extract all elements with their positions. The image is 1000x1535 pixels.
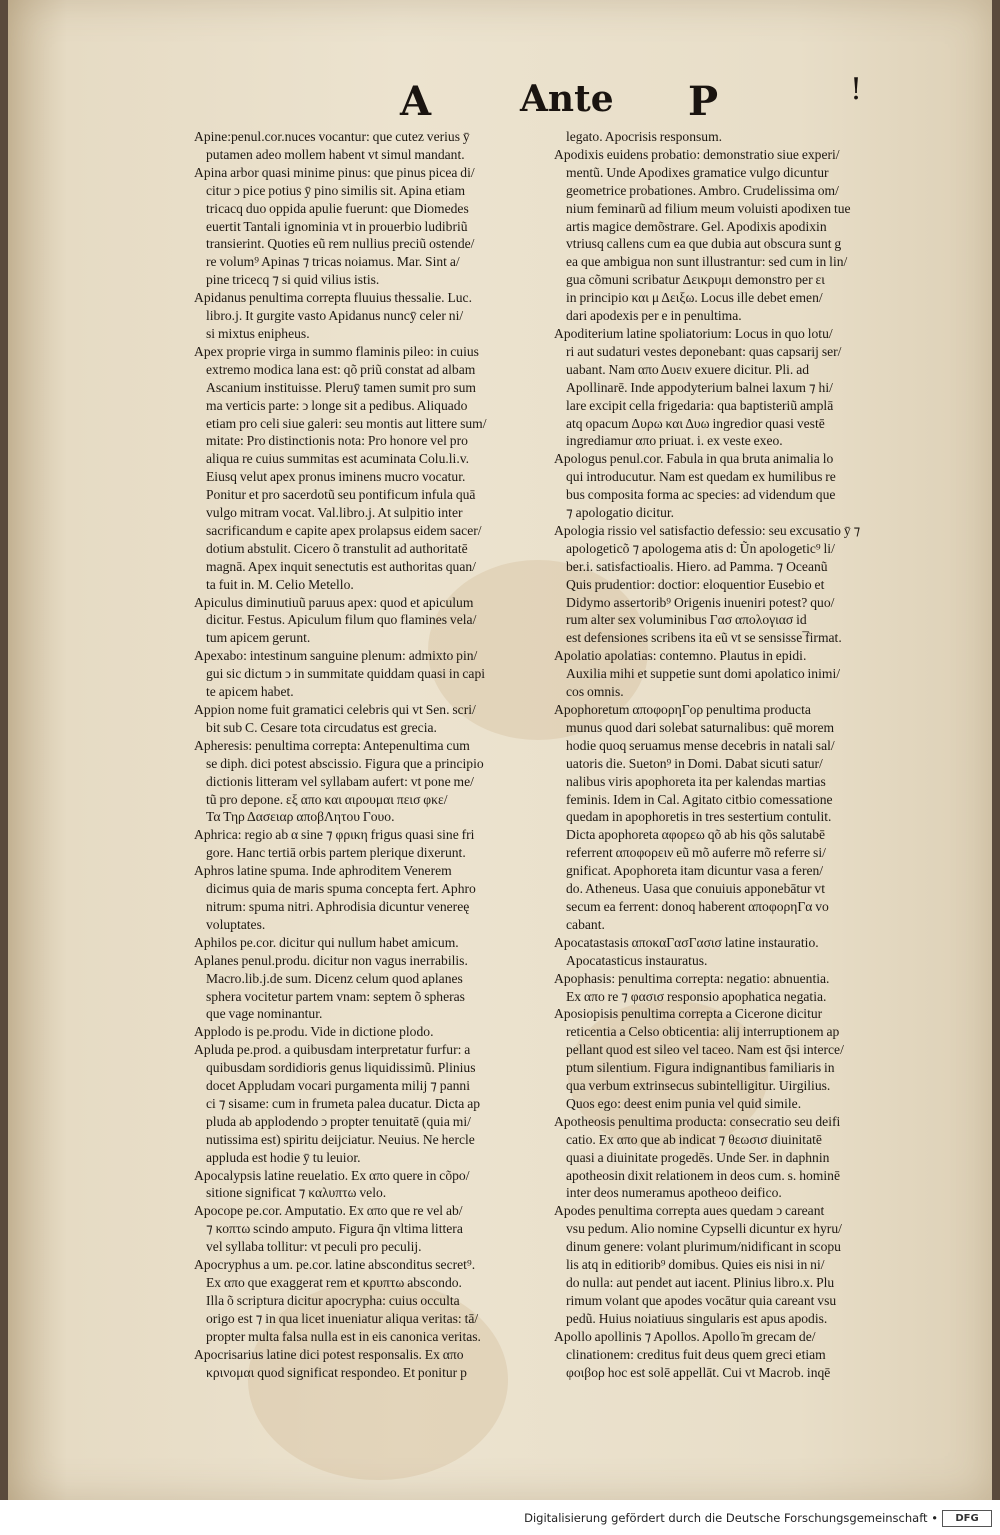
text-line: reticentia a Celso obticentia: alij interruptionem ap bbox=[566, 1024, 840, 1040]
text-line: extremo modica lana est: qõ priũ constat ad albam bbox=[206, 361, 476, 377]
text-line: bus composita forma ac species: ad videndum que bbox=[566, 487, 836, 503]
text-line: mentũ. Unde Apodixes gramatice vulgo dicuntur bbox=[566, 164, 829, 180]
text-line: ma verticis parte: ↄ longe sit a pedibus. Aliquado bbox=[206, 397, 468, 413]
text-line: Ascanium instituisse. Pleruȳ tamen sumit pro sum bbox=[206, 379, 476, 395]
text-line: euertit Tantali ignominia vt in prouerbio ludibriũ bbox=[206, 218, 468, 234]
text-line: dinum genere: volant plurimum/nidificant in scopu bbox=[566, 1239, 841, 1255]
text-line: est defensiones scribens ita eũ vt se sensisse ̅firmat. bbox=[566, 630, 842, 646]
text-line: rimum volant que apodes vocātur quia careant vsu bbox=[566, 1292, 837, 1308]
entry-headword-line: Apologus penul.cor. Fabula in qua bruta animalia lo bbox=[554, 451, 834, 467]
text-line: vsu pedum. Alio nomine Cypselli dicuntur ex hyru/ bbox=[566, 1221, 842, 1237]
text-line: do nulla: aut pendet aut iacent. Plinius libro.x. Plu bbox=[566, 1275, 835, 1290]
text-line: quasi a diuinitate progedēs. Unde Ser. in daphnin bbox=[566, 1149, 830, 1165]
text-line: κρινομαι quod significat respondeo. Et ponitur p bbox=[206, 1364, 467, 1380]
text-line: clinationem: creditus fuit deus quem greci etiam bbox=[566, 1346, 826, 1362]
text-line: geometrice probationes. Ambro. Crudelissima om/ bbox=[566, 182, 839, 198]
text-line: referrent αποφορειν eũ mõ auferre mõ referre si/ bbox=[566, 845, 826, 861]
text-line: artis magice demõstrare. Gel. Apodixis apodixin bbox=[566, 218, 827, 234]
text-line: ingrediamur απο priuat. i. ex veste exeo. bbox=[566, 433, 783, 449]
entry-headword-line: Applodo is pe.produ. Vide in dictione plodo. bbox=[194, 1024, 434, 1040]
entry-headword-line: Apodixis euidens probatio: demonstratio siue experi/ bbox=[554, 146, 840, 162]
text-line: munus quod dari solebat saturnalibus: quē morem bbox=[566, 719, 835, 735]
text-line: aliqua re cuius summitas est acuminata Colu.li.v. bbox=[206, 451, 470, 467]
text-line: cabant. bbox=[566, 916, 605, 932]
text-line: apotheosin dixit relationem in deos cum. s. hominē bbox=[566, 1167, 840, 1183]
text-line: Macro.lib.j.de sum. Dicenz celum quod aplanes bbox=[206, 970, 463, 986]
text-line: Illa õ scriptura dicitur apocrypha: cuius occulta bbox=[206, 1292, 460, 1308]
text-line: sacrificandum e capite apex prolapsus eidem sacer/ bbox=[206, 522, 482, 538]
text-line: uatoris die. Sueton⁹ in Domi. Dabat sicuti satur/ bbox=[566, 755, 823, 771]
book-page bbox=[8, 0, 992, 1500]
text-line: citur ↄ pice potius ȳ pino similis sit. Apina etiam bbox=[206, 182, 466, 198]
entry-headword-line: Aposiopisis penultima correpta a Cicerone dicitur bbox=[554, 1006, 823, 1022]
text-line: tũ pro depone. εξ απο και αιρουμαι πεισ φκε/ bbox=[206, 791, 448, 807]
text-line: Ex απο que exaggerat rem et κρυπτω abscondo. bbox=[206, 1275, 462, 1290]
text-column-left bbox=[194, 128, 564, 1381]
text-line: Quos ego: deest enim punia vel quid simile. bbox=[566, 1095, 802, 1111]
text-line: magnā. Apex inquit senectutis est authoritas quan/ bbox=[206, 558, 476, 574]
text-line: que vage nominantur. bbox=[206, 1006, 323, 1022]
text-line: inter deos numeramus apotheoo deifico. bbox=[566, 1185, 782, 1201]
text-line: vel syllaba tollitur: vt peculi pro peculij. bbox=[206, 1239, 422, 1255]
text-line: nium feminarũ ad filium meum voluisti apodixen tue bbox=[566, 200, 851, 216]
entry-headword-line: Apotheosis penultima producta: consecratio seu deifi bbox=[554, 1113, 841, 1129]
text-column-right bbox=[554, 128, 924, 1381]
text-line: re volum⁹ Apinas ⁊ tricas noiamus. Mar. Sint a/ bbox=[206, 254, 460, 270]
text-line: gore. Hanc tertiā orbis partem plerique dixerunt. bbox=[206, 845, 466, 861]
entry-headword-line: Apocryphus a um. pe.cor. latine absconditus secret⁹. bbox=[194, 1257, 476, 1273]
text-line: Eiusq velut apex pronus iminens mucro vocatur. bbox=[206, 469, 466, 485]
text-line: ber.i. satisfactioalis. Hiero. ad Pamma. ⁊ Oceanũ bbox=[566, 558, 828, 574]
handwritten-mark: ! bbox=[850, 72, 863, 107]
text-line: qui introducutur. Nam est quedam ex humilibus re bbox=[566, 469, 836, 485]
text-line: dictionis litteram vel syllabam aufert: vt pone me/ bbox=[206, 773, 474, 789]
entry-headword-line: Apocalypsis latine reuelatio. Ex απο quere in cõpo/ bbox=[194, 1167, 470, 1183]
entry-headword-line: Apocope pe.cor. Amputatio. Ex απο que re vel ab/ bbox=[194, 1203, 463, 1219]
text-line: tum apicem gerunt. bbox=[206, 630, 311, 646]
text-line: do. Atheneus. Uasa que conuiuis apponebātur vt bbox=[566, 881, 825, 897]
text-line: atq opacum Δυρω και Δυω ingredior quasi vestē bbox=[566, 415, 825, 431]
text-line: origo est ⁊ in qua licet inueniatur aliqua veritas: tā/ bbox=[206, 1310, 479, 1326]
entry-headword-line: Apex proprie virga in summo flaminis pileo: in cuius bbox=[194, 343, 479, 359]
entry-headword-line: Apexabo: intestinum sanguine plenum: admixto pin/ bbox=[194, 648, 478, 664]
text-line: Auxilia mihi et suppetie sunt domi apolatico inimi/ bbox=[566, 666, 841, 682]
text-line: gua cõmuni scribatur Δεικρυμι demonstro per ει bbox=[566, 272, 825, 288]
text-line: hodie quoq seruamus mense decebris in natali sal/ bbox=[566, 737, 835, 753]
text-line: putamen adeo mollem habent vt simul mandant. bbox=[206, 146, 465, 162]
entry-headword-line: Aphilos pe.cor. dicitur qui nullum habet amicum. bbox=[194, 934, 459, 950]
text-line: propter multa falsa nulla est in eis canonica veritas. bbox=[206, 1328, 481, 1344]
text-line: ci ⁊ sisame: cum in frumeta palea ducatur. Dicta ap bbox=[206, 1095, 481, 1111]
text-line: Τα Τηρ Δασειαρ αποβΛητου Γουο. bbox=[206, 809, 395, 825]
text-line: rum alter sex voluminibus Γασ απολογιασ id bbox=[566, 612, 807, 628]
text-line: gui sic dictum ↄ in summitate quiddam quasi in capi bbox=[206, 666, 486, 682]
text-line: vulgo mitram vocat. Val.libro.j. At sulpitio inter bbox=[206, 505, 463, 521]
text-line: ptum silentium. Figura indignantibus familiaris in bbox=[566, 1060, 835, 1076]
text-line: vtriusq callens cum ea que dubia aut obscura sunt g bbox=[566, 236, 842, 252]
text-line: φοιβορ hoc est solē appellāt. Cui vt Macrob. inqē bbox=[566, 1364, 831, 1380]
text-line: cos omnis. bbox=[566, 684, 624, 700]
text-line: se diph. dici potest abscissio. Figura que a principio bbox=[206, 755, 484, 771]
text-line: legato. Apocrisis responsum. bbox=[566, 129, 723, 144]
text-line: ⁊ apologatio dicitur. bbox=[566, 505, 675, 521]
text-line: lis atq in editiorib⁹ domibus. Quies eis nisi in ni/ bbox=[566, 1257, 825, 1273]
text-line: sitione significat ⁊ καλυπτω velo. bbox=[206, 1185, 387, 1201]
text-line: ta fuit in. M. Celio Metello. bbox=[206, 576, 354, 592]
text-line: ri aut sudaturi vestes deponebant: quas capsarij ser/ bbox=[566, 343, 842, 359]
text-line: Apocatasticus instauratus. bbox=[566, 952, 708, 968]
text-line: in principio και μ Δειξω. Locus ille debet emen/ bbox=[566, 290, 823, 306]
entry-headword-line: Apiculus diminutiuũ paruus apex: quod et apiculum bbox=[194, 594, 474, 610]
text-line: feminis. Idem in Cal. Agitato citbio comessatione bbox=[566, 791, 833, 807]
text-line: ⁊ κοπτω scindo amputo. Figura q̄n vltima littera bbox=[206, 1221, 463, 1237]
text-line: pedũ. Huius noiatiuus singularis est apus apodis. bbox=[566, 1310, 828, 1326]
text-line: tricacq duo oppida apulie fuerunt: que Diomedes bbox=[206, 200, 469, 216]
text-line: Apollinarē. Inde appodyterium balnei laxum ⁊ hi/ bbox=[566, 379, 833, 395]
text-line: apologeticõ ⁊ apologema atis d: Ũn apologetic⁹ li/ bbox=[566, 540, 835, 556]
text-line: quedam in apophoretis in tres sestertium contulit. bbox=[566, 809, 832, 825]
text-line: lare excipit cella frigedaria: qua baptisteriũ amplā bbox=[566, 397, 834, 413]
text-line: te apicem habet. bbox=[206, 684, 294, 700]
text-line: Ex απο re ⁊ φασισ responsio apophatica negatia. bbox=[566, 988, 827, 1004]
text-line: catio. Ex απο que ab indicat ⁊ θεωσισ diuinitatē bbox=[566, 1131, 822, 1147]
text-line: Quis prudentior: doctior: eloquentior Eusebio et bbox=[566, 576, 825, 592]
text-line: pluda ab applodendo ↄ propter tenuitatē (quia mi/ bbox=[206, 1113, 471, 1129]
entry-headword-line: Apologia rissio vel satisfactio defessio: seu excusatio ȳ ⁊ bbox=[554, 522, 861, 538]
entry-headword-line: Aplanes penul.produ. dicitur non vagus inerrabilis. bbox=[194, 952, 468, 968]
text-line: transierint. Quoties eũ rem nullius preciũ ostende/ bbox=[206, 236, 475, 252]
text-line: mitate: Pro distinctionis nota: Pro honore vel pro bbox=[206, 433, 468, 449]
entry-headword-line: Appion nome fuit gramatici celebris qui vt Sen. scri/ bbox=[194, 702, 476, 717]
entry-headword-line: Aphros latine spuma. Inde aphroditem Venerem bbox=[194, 863, 452, 879]
header-letter-left: A bbox=[400, 78, 432, 125]
entry-headword-line: Apocatastasis αποκαΓασΓασισ latine instauratio. bbox=[554, 934, 819, 950]
text-line: gnificat. Apophoreta itam dicuntur vasa a feren/ bbox=[566, 863, 824, 879]
text-line: uabant. Nam απο Δυειν exuere dicitur. Pli. ad bbox=[566, 361, 810, 377]
text-line: nutissima est) spiritu deijciatur. Neuius. Ne hercle bbox=[206, 1131, 475, 1147]
text-line: dicitur. Festus. Apiculum filum quo flamines vela/ bbox=[206, 612, 477, 628]
entry-headword-line: Apocrisarius latine dici potest responsalis. Ex απο bbox=[194, 1346, 464, 1362]
header-title: Ante bbox=[520, 78, 614, 120]
text-line: si mixtus enipheus. bbox=[206, 325, 310, 341]
footer-bar bbox=[0, 1500, 1000, 1535]
text-line: etiam pro celi siue galeri: seu montis aut littere sum/ bbox=[206, 415, 487, 431]
entry-headword-line: Apina arbor quasi minime pinus: que pinus picea di/ bbox=[194, 164, 475, 180]
text-line: dari apodexis per e in penultima. bbox=[566, 308, 742, 324]
text-line: pine tricecq ⁊ si quid vilius istis. bbox=[206, 272, 380, 288]
entry-headword-line: Apheresis: penultima correpta: Antepenultima cum bbox=[194, 737, 470, 753]
dfg-logo: DFG bbox=[942, 1510, 992, 1527]
text-line: nalibus viris apophoreta ita per kalendas martias bbox=[566, 773, 826, 789]
text-line: nitrum: spuma nitri. Aphrodisia dicuntur venereę bbox=[206, 898, 470, 914]
text-line: dicimus quia de maris spuma concepta fert. Aphro bbox=[206, 881, 476, 897]
text-line: sphera vocitetur partem vnam: septem õ spheras bbox=[206, 988, 465, 1004]
entry-headword-line: Aphrica: regio ab α sine ⁊ φρικη frigus quasi sine fri bbox=[194, 827, 475, 843]
running-header bbox=[8, 72, 992, 128]
entry-headword-line: Apluda pe.prod. a quibusdam interpretatur furfur: a bbox=[194, 1042, 471, 1058]
entry-headword-line: Apine:penul.cor.nuces vocantur: que cutez verius ȳ bbox=[194, 129, 470, 144]
text-line: dotium abstulit. Cicero õ transtulit ad authoritatē bbox=[206, 540, 468, 556]
entry-headword-line: Apophoretum αποφορηΓορ penultima producta bbox=[554, 702, 811, 717]
text-line: docet Appludam vocari purgamenta milij ⁊ panni bbox=[206, 1078, 470, 1094]
text-line: qua verbum extrinsecus subintelligitur. Uirgilius. bbox=[566, 1078, 831, 1094]
text-line: Didymo assertorib⁹ Origenis inueniri potest? quo/ bbox=[566, 594, 835, 610]
entry-headword-line: Apollo apollinis ⁊ Apollos. Apollo ̄m grecam de/ bbox=[554, 1328, 816, 1344]
text-line: ea que ambigua non sunt illustrantur: sed cum in lin/ bbox=[566, 254, 848, 270]
text-line: Dicta apophoreta αφορεω qõ ab his qõs salutabē bbox=[566, 827, 826, 843]
text-line: bit sub C. Cesare tota circudatus est grecia. bbox=[206, 719, 437, 735]
footer-credit: Digitalisierung gefördert durch die Deutsche Forschungsgemeinschaft • bbox=[524, 1511, 938, 1525]
entry-headword-line: Apolatio apolatias: contemno. Plautus in epidi. bbox=[554, 648, 807, 664]
header-letter-right: P bbox=[688, 78, 719, 125]
text-line: Ponitur et pro sacerdotũ seu pontificum infula quā bbox=[206, 487, 476, 503]
entry-headword-line: Apoditerium latine spoliatorium: Locus in quo lotu/ bbox=[554, 325, 833, 341]
text-line: voluptates. bbox=[206, 916, 266, 932]
entry-headword-line: Apophasis: penultima correpta: negatio: abnuentia. bbox=[554, 970, 830, 986]
text-line: pellant quod est sileo vel taceo. Nam est q̄si interce/ bbox=[566, 1042, 844, 1058]
text-line: secum ea ferrent: donoq haberent αποφορηΓα vo bbox=[566, 898, 829, 914]
text-line: appluda est hodie ȳ tu leuior. bbox=[206, 1149, 361, 1165]
entry-headword-line: Apodes penultima correpta aues quedam ↄ careant bbox=[554, 1203, 825, 1219]
text-line: quibusdam sordidioris genus liquidissimũ. Plinius bbox=[206, 1060, 476, 1076]
text-line: libro.j. It gurgite vasto Apidanus nuncȳ celer ni/ bbox=[206, 308, 464, 324]
entry-headword-line: Apidanus penultima correpta fluuius thessalie. Luc. bbox=[194, 290, 472, 306]
